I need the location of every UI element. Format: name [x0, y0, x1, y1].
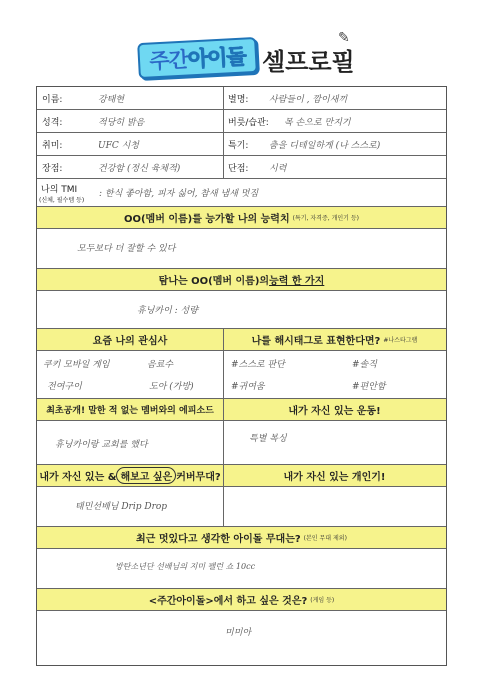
- interest-hashtag-header: [37, 329, 446, 351]
- hashtag-item: #편안함: [352, 382, 386, 392]
- interest-item: 쿠키 모바일 게임: [43, 360, 110, 370]
- interest-item: 전여구이: [47, 382, 82, 392]
- talent2-title: 내가 자신 있는 개인기!: [283, 472, 386, 483]
- name-label: 이름:: [42, 94, 63, 105]
- episode-sport-header: [37, 399, 446, 421]
- interest-hashtag-answers: [37, 351, 446, 399]
- sport-title: 내가 자신 있는 운동!: [288, 406, 381, 417]
- hobby-label: 취미:: [42, 140, 63, 151]
- personality-label: 성격:: [42, 117, 63, 128]
- row-strength: [37, 156, 446, 179]
- covet-title-a: 탐나는 OO(멤버 이름)의: [158, 276, 270, 287]
- personality-value: 적당히 밝음: [98, 117, 145, 128]
- logo-text-part2: 아이돌: [187, 44, 247, 72]
- episode-answer: 휴닝카이랑 교회를 했다: [55, 440, 148, 450]
- interest-title: 요즘 나의 관심사: [92, 336, 168, 347]
- covet-header: [37, 269, 446, 291]
- hashtag-item: #솔직: [352, 360, 377, 370]
- tmi-value: : 한식 좋아함, 피자 싫어, 참새 냄새 멋짐: [99, 189, 259, 199]
- logo-text-part1: 주간: [148, 47, 189, 74]
- row-personality: [37, 110, 446, 133]
- weekly-idol-logo: [137, 37, 258, 79]
- weakness-value: 시력: [269, 163, 287, 174]
- talent-value: 춤을 디테일하게 (나 스스로): [269, 140, 381, 151]
- hashtag-item: #스스로 판단: [231, 360, 285, 370]
- weakness-label: 단점:: [228, 163, 249, 174]
- want-header: [37, 589, 446, 611]
- ability-answer-area: [37, 229, 446, 269]
- tmi-label: 나의 TMI: [41, 185, 78, 195]
- pencil-icon: ✎: [338, 30, 350, 46]
- talent-label: 특기:: [228, 140, 249, 151]
- sport-answer: 특별 복싱: [249, 434, 287, 444]
- tmi-sub-label: (신체, 필수템 등): [39, 197, 85, 204]
- stage-header: [37, 527, 446, 549]
- row-tmi: [37, 179, 446, 207]
- covet-answer-area: [37, 291, 446, 329]
- interest-item: 음료수: [147, 360, 174, 370]
- want-note: (게임 등): [310, 597, 335, 604]
- nickname-value: 사람들이 , 깜이새끼: [269, 94, 348, 105]
- page-title: 셀프로필: [262, 48, 355, 76]
- hashtag-note: #나스타그램: [383, 337, 418, 344]
- want-answer-area: [37, 611, 446, 665]
- cover-title-a: 내가 자신 있는 &: [39, 472, 117, 483]
- cover-talent-header: [37, 465, 446, 487]
- divider: [223, 351, 224, 398]
- stage-answer-area: [37, 549, 446, 589]
- strength-value: 건강함 (정신 육체적): [98, 163, 181, 174]
- hobby-value: UFC 시청: [98, 140, 139, 151]
- divider: [223, 487, 224, 526]
- ability-answer: 모두보다 더 잘할 수 있다: [77, 244, 176, 254]
- nickname-label: 별명:: [228, 94, 249, 105]
- hashtag-title: 나를 해시태그로 표현한다면?: [251, 336, 381, 347]
- habit-label: 버릇/습관:: [228, 117, 269, 128]
- hashtag-item: #귀여움: [231, 382, 265, 392]
- covet-answer: 휴닝카이 : 성량: [137, 306, 198, 316]
- covet-title-b: 능력 한 가지: [269, 276, 325, 287]
- name-value: 강태현: [98, 94, 125, 105]
- stage-note: (본인 무대 제외): [303, 535, 347, 542]
- row-hobby: [37, 133, 446, 156]
- habit-value: 목 손으로 만지기: [284, 117, 351, 128]
- interest-item: 도아 (가방): [149, 382, 194, 392]
- strength-label: 장점:: [42, 163, 63, 174]
- ability-title: OO(멤버 이름)를 능가할 나의 능력치: [123, 214, 290, 225]
- header: [0, 0, 480, 82]
- ability-header: [37, 207, 446, 229]
- ability-note: (특기, 자격증, 개인기 등): [292, 215, 360, 222]
- episode-sport-answers: [37, 421, 446, 465]
- want-answer: 미미아: [225, 628, 252, 638]
- cover-title-c: 커버무대?: [176, 472, 221, 483]
- row-name: [37, 87, 446, 110]
- want-title: <주간아이돌>에서 하고 싶은 것은?: [148, 596, 308, 607]
- profile-sheet: [36, 86, 447, 666]
- divider: [223, 421, 224, 464]
- stage-answer: 방탄소년단 선배님의 지미 팰런 쇼 10cc: [115, 562, 256, 571]
- stage-title: 최근 멋있다고 생각한 아이돌 무대는?: [136, 534, 301, 545]
- cover-answer: 태민선배님 Drip Drop: [75, 502, 168, 512]
- episode-title: 최초공개! 말한 적 없는 멤버와의 에피소드: [46, 406, 214, 416]
- cover-title-b: 해보고 싶은: [116, 467, 176, 484]
- cover-talent-answers: [37, 487, 446, 527]
